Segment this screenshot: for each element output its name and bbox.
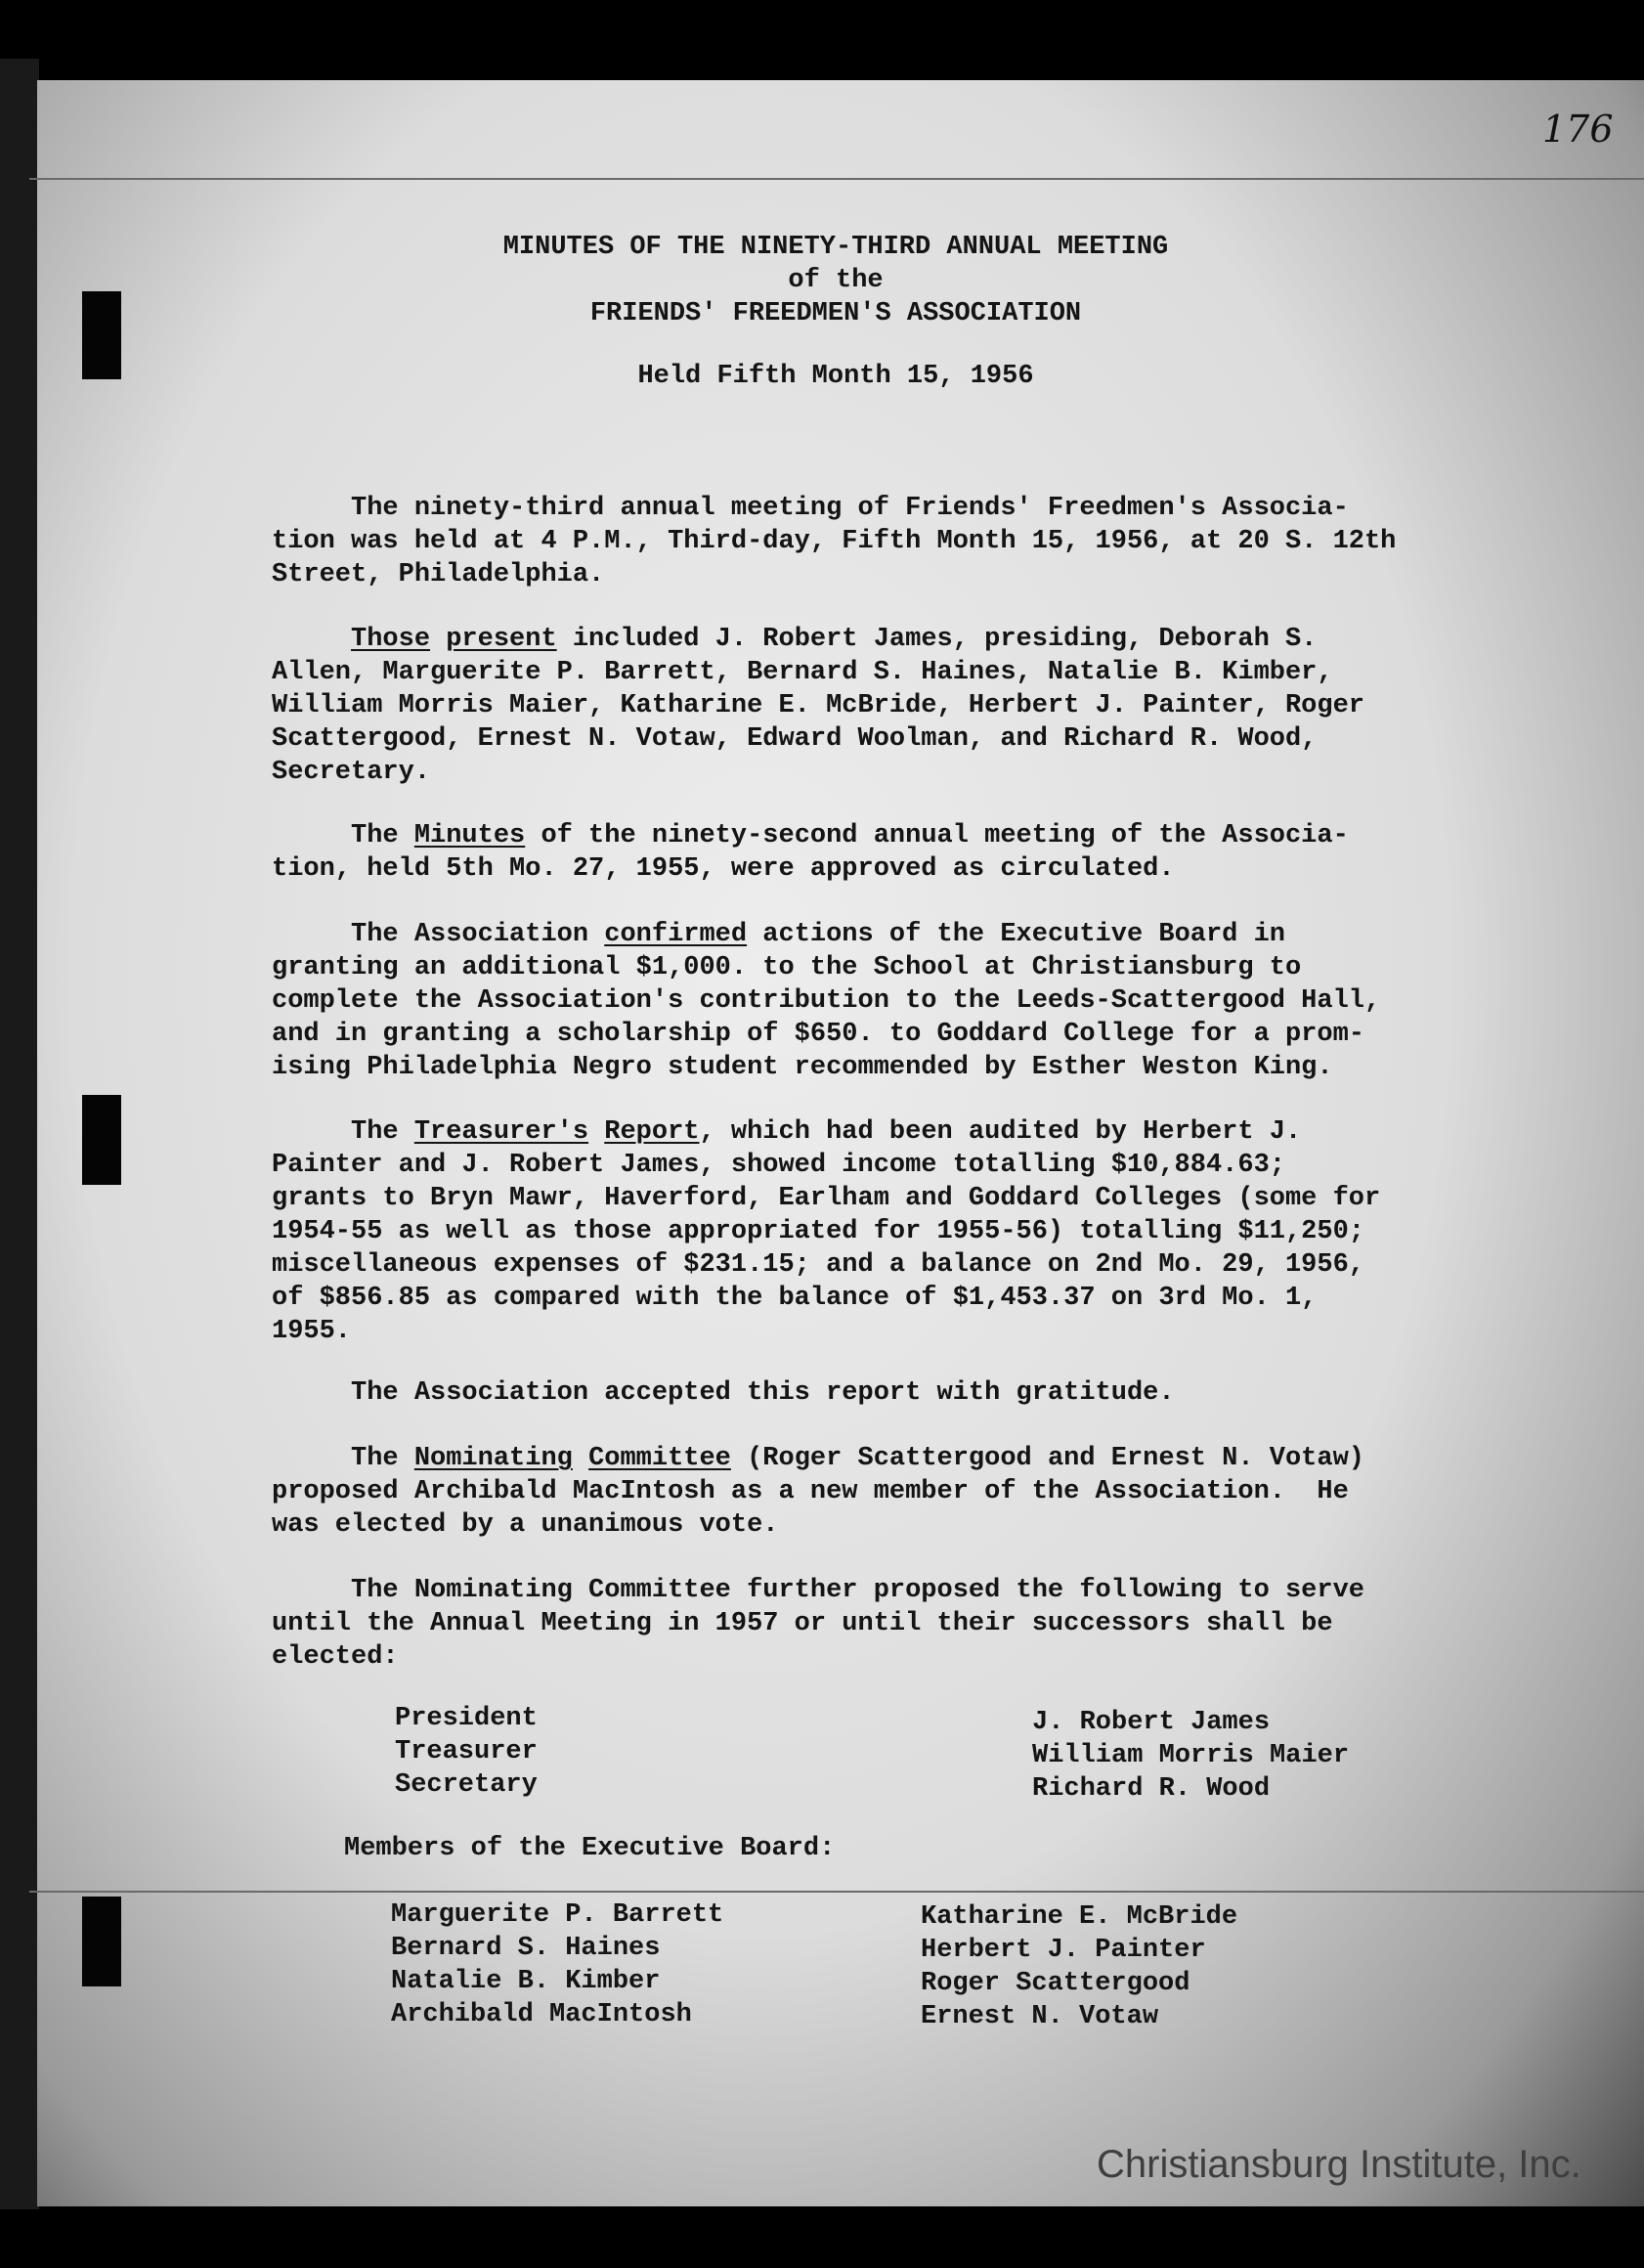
indent (272, 625, 351, 654)
text-run: The (272, 1117, 414, 1147)
officer-name: J. Robert James (1032, 1708, 1271, 1737)
officer-title: Secretary (395, 1770, 538, 1800)
binder-tab (82, 1897, 121, 1986)
text-line: complete the Association's contribution to the Leeds-Scattergood Hall, (272, 986, 1381, 1016)
board-members-right (921, 1900, 1237, 2033)
scan-line (29, 1891, 1644, 1893)
board-heading: Members of the Executive Board: (344, 1834, 836, 1863)
text-run: included J. Robert James, presiding, Deborah S. (556, 625, 1318, 654)
text-line: of $856.85 as compared with the balance of $1,453.37 on 3rd Mo. 1, (272, 1284, 1318, 1313)
board-member: Herbert J. Painter (921, 1936, 1206, 1965)
text-run: The Association (272, 920, 605, 949)
binder-tab (82, 291, 121, 379)
text-line: Scattergood, Ernest N. Votaw, Edward Woolman, and Richard R. Wood, (272, 724, 1318, 754)
text-line: Painter and J. Robert James, showed income totalling $10,884.63; (272, 1151, 1285, 1180)
paragraph-minutes (272, 819, 1396, 886)
paragraph-officer-proposal (272, 1574, 1396, 1674)
officer-title: Treasurer (395, 1737, 538, 1766)
text-line: William Morris Maier, Katharine E. McBride, Herbert J. Painter, Roger (272, 691, 1364, 720)
text-line: Street, Philadelphia. (272, 560, 605, 589)
underlined-term: Nominating (413, 1444, 573, 1473)
text-line: proposed Archibald MacIntosh as a new member of the Association. He (272, 1477, 1349, 1506)
text-line: elected: (272, 1642, 399, 1672)
text-line: tion was held at 4 P.M., Third-day, Fifth Month 15, 1956, at 20 S. 12th (272, 527, 1397, 556)
text-line: Secretary. (272, 758, 431, 787)
meeting-date: Held Fifth Month 15, 1956 (637, 362, 1034, 391)
scan-line (29, 178, 1644, 180)
paragraph-treasurer-report (272, 1115, 1396, 1348)
underlined-term: present (446, 625, 557, 654)
text-line (272, 918, 1396, 951)
text-line (272, 1442, 1396, 1475)
film-edge (0, 59, 39, 2209)
text-line: and in granting a scholarship of $650. to Goddard College for a prom- (272, 1020, 1364, 1049)
text-line: was elected by a unanimous vote. (272, 1510, 779, 1540)
board-member: Bernard S. Haines (391, 1934, 661, 1963)
watermark: Christiansburg Institute, Inc. (1097, 2143, 1581, 2186)
board-member: Ernest N. Votaw (921, 2002, 1159, 2031)
paragraph-nomination (272, 1442, 1396, 1542)
paragraph-acceptance (272, 1376, 1396, 1410)
officer-titles (395, 1702, 538, 1802)
text-line: ising Philadelphia Negro student recommended by Esther Weston King. (272, 1053, 1333, 1082)
heading-line-2: of the (788, 266, 884, 295)
text-line: 1955. (272, 1317, 352, 1346)
text-run: The (272, 821, 414, 850)
text-line: granting an additional $1,000. to the School at Christiansburg to (272, 953, 1302, 982)
underlined-term: Those (351, 625, 431, 654)
text-line: grants to Bryn Mawr, Haverford, Earlham and Goddard Colleges (some for (272, 1184, 1381, 1213)
paragraph-attendance (272, 623, 1396, 789)
heading-line-3: FRIENDS' FREEDMEN'S ASSOCIATION (589, 299, 1082, 328)
officer-title: President (395, 1704, 538, 1733)
officer-name: Richard R. Wood (1032, 1774, 1271, 1804)
text-line (272, 623, 1396, 656)
text-run: actions of the Executive Board in (747, 920, 1285, 949)
board-member: Natalie B. Kimber (391, 1967, 661, 1996)
text-line: miscellaneous expenses of $231.15; and a balance on 2nd Mo. 29, 1956, (272, 1250, 1364, 1280)
heading-line-1: MINUTES OF THE NINETY-THIRD ANNUAL MEETING (502, 233, 1169, 262)
board-member: Roger Scattergood (921, 1969, 1190, 1998)
page-number: 176 (1542, 108, 1614, 151)
text-run: , which had been audited by Herbert J. (699, 1117, 1302, 1147)
text-run: (Roger Scattergood and Ernest N. Votaw) (730, 1444, 1364, 1473)
officer-name: William Morris Maier (1032, 1741, 1350, 1770)
text-line (272, 1115, 1396, 1149)
board-member: Marguerite P. Barrett (391, 1900, 724, 1930)
binder-tab (82, 1095, 121, 1185)
board-member: Katharine E. McBride (921, 1902, 1238, 1932)
paragraph-grants (272, 918, 1396, 1084)
paragraph-meeting-info (272, 492, 1396, 591)
text-line: until the Annual Meeting in 1957 or until their successors shall be (272, 1609, 1333, 1638)
officer-names (1032, 1706, 1349, 1806)
text-run: of the ninety-second annual meeting of the Associa- (525, 821, 1349, 850)
document-heading (274, 231, 1398, 330)
text-line (272, 819, 1396, 852)
text-line: The ninety-third annual meeting of Friends' Freedmen's Associa- (272, 494, 1349, 523)
text-line: Allen, Marguerite P. Barrett, Bernard S. Haines, Natalie B. Kimber, (272, 658, 1333, 687)
board-members-left (391, 1898, 723, 2031)
text-run: The (272, 1444, 414, 1473)
underlined-term: confirmed (604, 920, 748, 949)
underlined-term: Treasurer's (413, 1117, 589, 1147)
underlined-term: Report (604, 1117, 700, 1147)
text-line: The Association accepted this report with gratitude. (272, 1378, 1175, 1408)
underlined-term: Minutes (413, 821, 526, 850)
text-line: The Nominating Committee further proposed the following to serve (272, 1576, 1364, 1605)
text-line: tion, held 5th Mo. 27, 1955, were approved as circulated. (272, 854, 1175, 884)
board-member: Archibald MacIntosh (391, 2000, 692, 2029)
underlined-term: Committee (588, 1444, 731, 1473)
text-line: 1954-55 as well as those appropriated for 1955-56) totalling $11,250; (272, 1217, 1364, 1246)
